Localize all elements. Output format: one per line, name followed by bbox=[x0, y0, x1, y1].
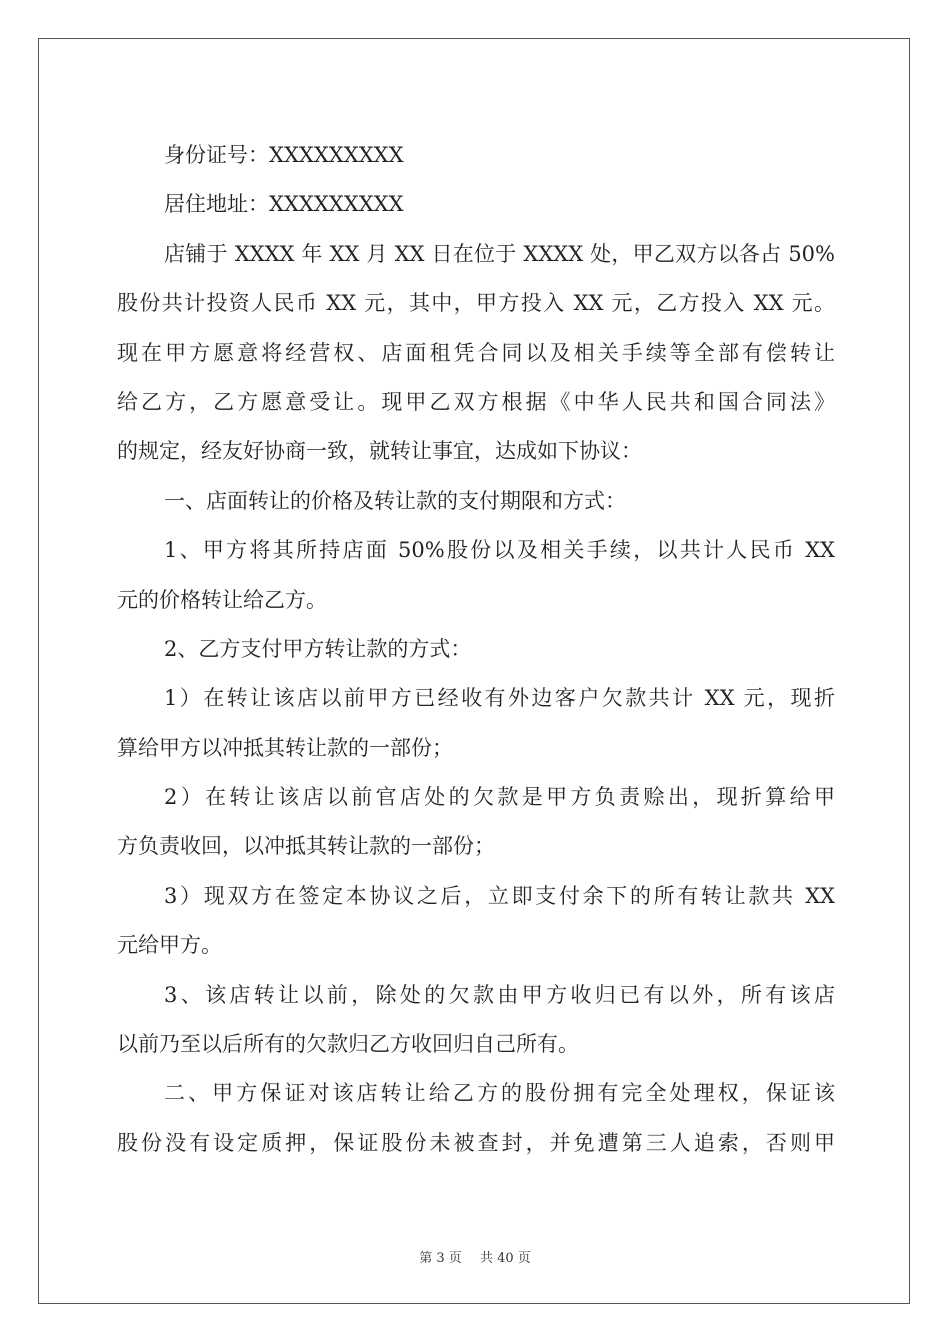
text-line: 股份共计投资人民币 XX 元，其中，甲方投入 XX 元，乙方投入 XX 元。 bbox=[117, 291, 835, 316]
text-line: 3、该店转让以前，除处的欠款由甲方收归已有以外，所有该店 bbox=[164, 982, 835, 1007]
text-line: 2、乙方支付甲方转让款的方式： bbox=[164, 636, 472, 661]
text-line: 方负责收回，以冲抵其转让款的一部份； bbox=[117, 834, 495, 859]
text-line: 元的价格转让给乙方。 bbox=[117, 587, 327, 612]
text-line: 算给甲方以冲抵其转让款的一部份； bbox=[117, 735, 453, 760]
text-line: 1）在转让该店以前甲方已经收有外边客户欠款共计 XX 元，现折 bbox=[164, 686, 835, 711]
text-line: 二、甲方保证对该店转让给乙方的股份拥有完全处理权，保证该 bbox=[164, 1081, 835, 1106]
text-line: 股份没有设定质押，保证股份未被查封，并免遭第三人追索，否则甲 bbox=[117, 1130, 835, 1155]
text-line: 以前乃至以后所有的欠款归乙方收回归自己所有。 bbox=[117, 1032, 579, 1057]
text-line: 元给甲方。 bbox=[117, 933, 222, 958]
text-line: 2）在转让该店以前官店处的欠款是甲方负责赊出，现折算给甲 bbox=[164, 785, 835, 810]
text-line: 1、甲方将其所持店面 50%股份以及相关手续，以共计人民币 XX bbox=[164, 538, 835, 563]
text-line: 的规定，经友好协商一致，就转让事宜，达成如下协议： bbox=[117, 439, 642, 464]
page-number: 第 3 页 bbox=[419, 1251, 462, 1266]
text-line: 3）现双方在签定本协议之后，立即支付余下的所有转让款共 XX bbox=[164, 883, 835, 908]
text-line: 身份证号：XXXXXXXXX bbox=[164, 143, 404, 167]
text-line: 给乙方，乙方愿意受让。现甲乙双方根据《中华人民共和国合同法》 bbox=[117, 389, 835, 414]
page-total: 共 40 页 bbox=[479, 1251, 531, 1266]
text-line: 居住地址：XXXXXXXXX bbox=[164, 192, 404, 217]
text-line: 店铺于 XXXX 年 XX 月 XX 日在位于 XXXX 处，甲乙双方以各占 50% bbox=[164, 241, 835, 266]
text-line: 现在甲方愿意将经营权、店面租凭合同以及相关手续等全部有偿转让 bbox=[117, 340, 835, 365]
page-footer bbox=[0, 1247, 950, 1266]
document-body bbox=[117, 131, 835, 1168]
text-line: 一、店面转让的价格及转让款的支付期限和方式： bbox=[164, 488, 626, 513]
